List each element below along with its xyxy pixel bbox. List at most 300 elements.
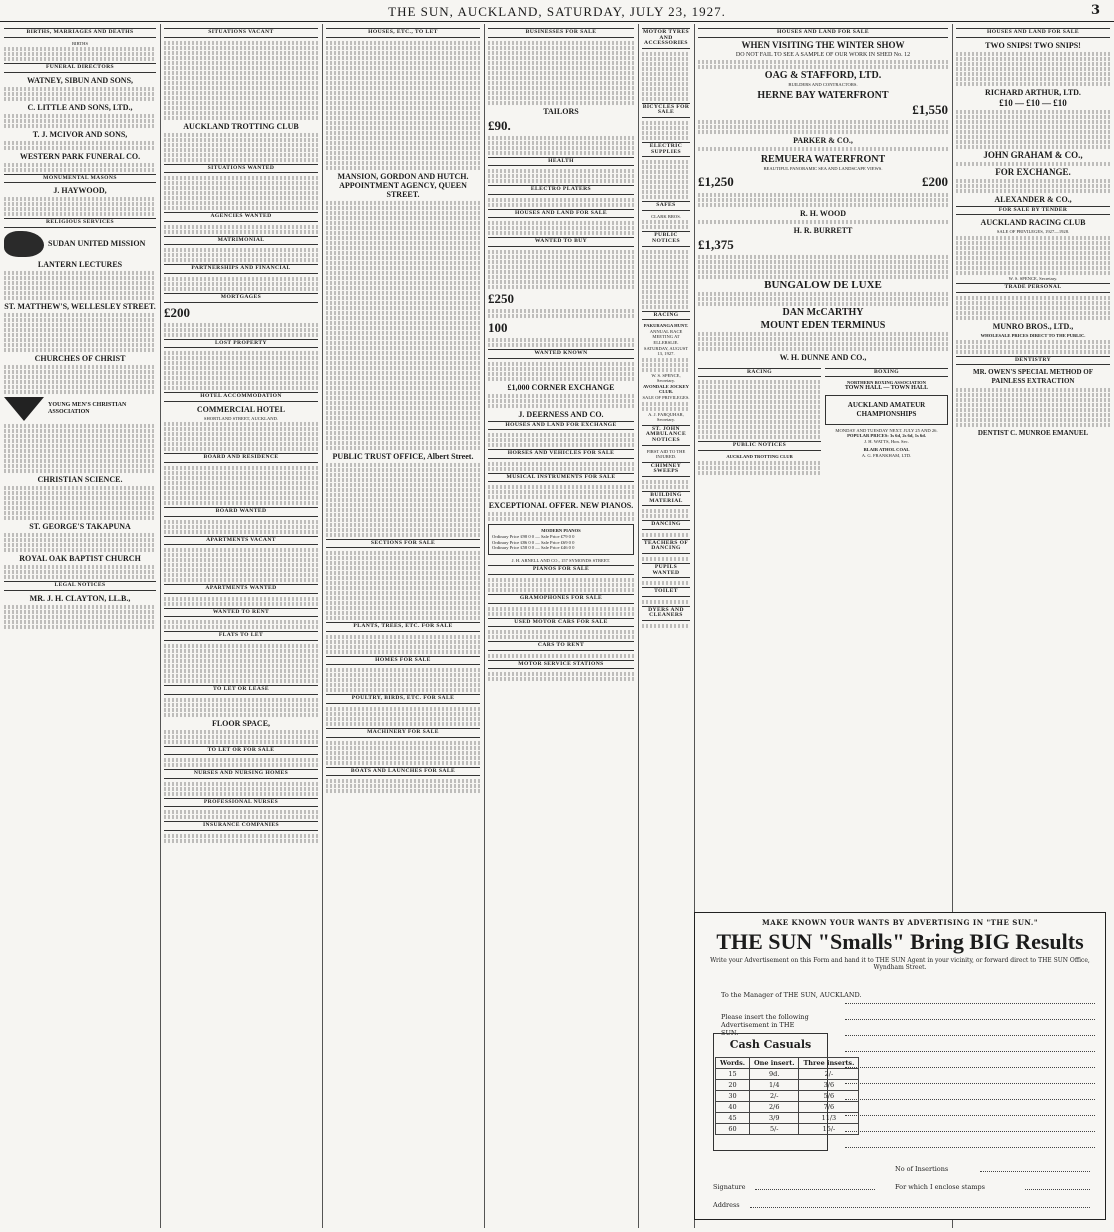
text-line xyxy=(488,404,634,408)
text-line xyxy=(642,514,690,518)
text-line xyxy=(698,255,948,259)
boxing-dates: MONDAY AND TUESDAY NEXT. JULY 25 AND 26. xyxy=(835,427,938,433)
section-heading: PARTNERSHIPS AND FINANCIAL xyxy=(164,264,318,274)
insertions-label: No of Insertions xyxy=(895,1165,949,1173)
section-heading: PROFESSIONAL NURSES xyxy=(164,798,318,808)
text-line xyxy=(164,669,318,673)
price-90: £90. xyxy=(488,117,511,133)
text-line xyxy=(326,508,480,512)
text-line xyxy=(326,426,480,430)
winter-show: WHEN VISITING THE WINTER SHOW xyxy=(741,39,905,50)
text-line xyxy=(164,525,318,529)
text-line xyxy=(164,206,318,210)
text-line xyxy=(164,674,318,678)
text-line xyxy=(642,255,690,259)
bungalow-de-luxe: BUNGALOW DE LUXE xyxy=(764,278,882,291)
section-heading: PLANTS, TREES, ETC. FOR SALE xyxy=(326,622,480,632)
column-2 xyxy=(164,26,318,1226)
section-heading: BOATS AND LAUNCHES FOR SALE xyxy=(326,767,480,777)
text-line xyxy=(326,221,480,225)
sale-of-privileges: SALE OF PRIVILEGES, 1927—1928. xyxy=(996,229,1070,235)
town-hall: TOWN HALL — TOWN HALL xyxy=(844,384,929,391)
text-line xyxy=(488,467,634,471)
boxing-title: AUCKLAND AMATEUR CHAMPIONSHIPS xyxy=(847,400,926,418)
section-heading: BOARD WANTED xyxy=(164,507,318,517)
text-line xyxy=(164,371,318,375)
text-line xyxy=(326,271,480,275)
text-line xyxy=(488,86,634,90)
text-line xyxy=(642,87,690,91)
section-heading: FOR SALE BY TENDER xyxy=(956,206,1110,216)
text-line xyxy=(956,306,1110,310)
text-line xyxy=(642,624,690,628)
text-line xyxy=(164,333,318,337)
text-line xyxy=(698,435,821,439)
mansion-agency: MANSION, GORDON AND HUTCH. APPOINTMENT AGENCY, QUEEN STREET. xyxy=(337,171,469,199)
section-heading: TRADE PERSONAL xyxy=(956,283,1110,293)
text-line xyxy=(642,295,690,299)
text-line xyxy=(956,57,1110,61)
text-line xyxy=(164,834,318,838)
text-line xyxy=(488,41,634,45)
section-heading: RACING xyxy=(698,368,821,378)
rate-cell: 60 xyxy=(716,1124,750,1135)
text-line xyxy=(164,486,318,490)
rate-cell: 2/- xyxy=(750,1091,799,1102)
text-line xyxy=(956,340,1110,344)
advert-line[interactable] xyxy=(845,1035,1095,1036)
text-line xyxy=(642,165,690,169)
coal-brand: BLAIR ATHOL COAL xyxy=(863,447,910,453)
text-line xyxy=(956,393,1110,397)
text-line xyxy=(164,253,318,257)
text-line xyxy=(956,311,1110,315)
text-line xyxy=(488,362,634,366)
text-line xyxy=(164,815,318,819)
text-line xyxy=(4,548,156,552)
text-line xyxy=(956,388,1110,392)
section-heading: RELIGIOUS SERVICES xyxy=(4,218,156,228)
text-line xyxy=(326,779,480,783)
text-line xyxy=(164,568,318,572)
burrett-price: £1,375 xyxy=(698,236,734,252)
text-line xyxy=(642,131,690,135)
text-line xyxy=(956,179,1110,183)
text-line xyxy=(326,446,480,450)
text-line xyxy=(488,146,634,150)
text-line xyxy=(164,181,318,185)
text-line xyxy=(164,351,318,355)
text-line xyxy=(488,46,634,50)
text-line xyxy=(642,67,690,71)
exchange-offer: £1,000 CORNER EXCHANGE xyxy=(507,382,615,392)
text-line xyxy=(4,365,156,369)
piano-table-title: MODERN PIANOS xyxy=(541,528,581,534)
text-line xyxy=(326,391,480,395)
text-line xyxy=(488,367,634,371)
text-line xyxy=(488,372,634,376)
herne-bay-price: £1,550 xyxy=(912,102,948,118)
text-line xyxy=(488,399,634,403)
text-line xyxy=(164,201,318,205)
ten-pounds: £10 — £10 — £10 xyxy=(999,97,1067,108)
section-heading: WANTED KNOWN xyxy=(488,349,634,359)
text-line xyxy=(326,566,480,570)
text-line xyxy=(326,722,480,726)
text-line xyxy=(956,408,1110,412)
text-line xyxy=(164,361,318,365)
advert-line[interactable] xyxy=(845,1019,1095,1020)
address-field[interactable] xyxy=(750,1207,1090,1208)
text-line xyxy=(164,730,318,734)
text-line xyxy=(698,270,948,274)
text-line xyxy=(642,185,690,189)
advert-line[interactable] xyxy=(845,1083,1095,1084)
rate-cell: 5/6 xyxy=(799,1091,859,1102)
text-line xyxy=(4,296,156,300)
text-line xyxy=(4,491,156,495)
text-line xyxy=(164,792,318,796)
text-line xyxy=(488,654,634,658)
text-line xyxy=(4,281,156,285)
text-line xyxy=(956,77,1110,81)
text-line xyxy=(326,261,480,265)
text-line xyxy=(326,381,480,385)
text-line xyxy=(642,260,690,264)
text-line xyxy=(956,423,1110,427)
section-heading: BUSINESSES FOR SALE xyxy=(488,28,634,38)
text-line xyxy=(326,616,480,620)
dentist-name: DENTIST C. MUNROE EMANUEL xyxy=(977,429,1089,438)
text-line xyxy=(164,501,318,505)
text-line xyxy=(326,41,480,45)
section-heading: SAFES xyxy=(642,201,690,211)
text-line xyxy=(326,406,480,410)
text-line xyxy=(956,271,1110,275)
text-line xyxy=(164,176,318,180)
text-line xyxy=(4,47,156,51)
text-line xyxy=(326,231,480,235)
text-line xyxy=(4,506,156,510)
section-heading: TO LET OR LEASE xyxy=(164,685,318,695)
advert-line[interactable] xyxy=(845,1115,1095,1116)
section-heading: PUBLIC NOTICES xyxy=(642,231,690,246)
text-line xyxy=(956,316,1110,320)
text-line xyxy=(4,385,156,389)
text-line xyxy=(4,575,156,579)
text-line xyxy=(326,106,480,110)
text-line xyxy=(4,516,156,520)
text-line xyxy=(642,363,690,367)
text-line xyxy=(326,81,480,85)
text-line xyxy=(642,62,690,66)
signature-field[interactable] xyxy=(755,1189,875,1190)
text-line xyxy=(164,153,318,157)
text-line xyxy=(488,61,634,65)
text-line xyxy=(326,136,480,140)
coupon-instructions: Write your Advertisement on this Form and hand it to THE SUN Agent in your vicinity, or forward direct to THE SUN Office, Wyndham Street. xyxy=(710,957,1090,971)
text-line xyxy=(4,496,156,500)
text-line xyxy=(488,433,634,437)
church-heading: CHRISTIAN SCIENCE. xyxy=(37,474,123,484)
insertions-field[interactable] xyxy=(980,1171,1090,1172)
text-line xyxy=(164,41,318,45)
avondale-subtitle: SALE OF PRIVILEGES. xyxy=(642,395,690,401)
text-line xyxy=(4,370,156,374)
text-line xyxy=(326,126,480,130)
text-line xyxy=(4,511,156,515)
text-line xyxy=(326,111,480,115)
section-heading: APARTMENTS WANTED xyxy=(164,584,318,594)
text-line xyxy=(326,581,480,585)
text-line xyxy=(326,331,480,335)
text-line xyxy=(326,401,480,405)
text-line xyxy=(956,135,1110,139)
section-heading: HOUSES AND LAND FOR SALE xyxy=(488,209,634,219)
text-line xyxy=(164,602,318,606)
section-heading: RACING xyxy=(642,311,690,321)
text-line xyxy=(4,538,156,542)
section-heading: BICYCLES FOR SALE xyxy=(642,103,690,118)
text-line xyxy=(698,400,821,404)
enclose-field[interactable] xyxy=(1025,1189,1090,1190)
text-line xyxy=(326,46,480,50)
advert-line[interactable] xyxy=(845,1003,1095,1004)
text-line xyxy=(326,441,480,445)
funeral-firm: T. J. MCIVOR AND SONS, xyxy=(32,129,128,139)
text-line xyxy=(164,664,318,668)
dunne-co: W. H. DUNNE AND CO., xyxy=(779,352,867,362)
text-line xyxy=(326,296,480,300)
text-line xyxy=(698,471,821,475)
section-heading: HOUSES AND LAND FOR SALE xyxy=(956,28,1110,38)
pakuranga-hunt: PAKURANGA HUNT. xyxy=(643,323,689,329)
safe-maker: CLARK BROS. xyxy=(651,213,681,219)
text-line xyxy=(164,133,318,137)
section-heading: NURSES AND NURSING HOMES xyxy=(164,769,318,779)
section-heading: TEACHERS OF DANCING xyxy=(642,539,690,554)
text-line xyxy=(164,230,318,234)
text-line xyxy=(488,179,634,183)
rate-cell: 3/6 xyxy=(799,1080,859,1091)
text-line xyxy=(326,498,480,502)
text-line xyxy=(326,361,480,365)
text-line xyxy=(488,635,634,639)
text-line xyxy=(4,348,156,352)
text-line xyxy=(326,156,480,160)
boxing-championship-box xyxy=(825,395,948,425)
text-line xyxy=(4,119,156,123)
section-heading: SITUATIONS WANTED xyxy=(164,164,318,174)
piano-dealer: J. H. ARNELL AND CO., 157 SYMONDS STREET. xyxy=(511,557,611,563)
text-line xyxy=(488,677,634,681)
text-line xyxy=(326,86,480,90)
text-line xyxy=(326,131,480,135)
text-line xyxy=(956,236,1110,240)
rate-cell: 45 xyxy=(716,1113,750,1124)
race-secretary: W. S. SPENCE, Secretary. xyxy=(651,372,681,384)
section-heading: PUBLIC NOTICES xyxy=(698,441,821,451)
text-line xyxy=(164,51,318,55)
piano-row: Ordinary Price £98 0 0 — Sale Price £79 0 0 xyxy=(492,533,575,539)
text-line xyxy=(642,180,690,184)
text-line xyxy=(956,403,1110,407)
legal-name: MR. J. H. CLAYTON, LL.B., xyxy=(29,593,131,603)
text-line xyxy=(164,787,318,791)
text-line xyxy=(326,71,480,75)
text-line xyxy=(164,248,318,252)
text-line xyxy=(326,678,480,682)
advert-line[interactable] xyxy=(845,1147,1095,1148)
remuera-price: £1,250 xyxy=(698,173,734,189)
text-line xyxy=(642,290,690,294)
section-heading: HOMES FOR SALE xyxy=(326,656,480,666)
text-line xyxy=(956,345,1110,349)
text-line xyxy=(698,60,948,64)
text-line xyxy=(698,425,821,429)
enclose-label: For which I enclose stamps xyxy=(895,1183,985,1191)
text-line xyxy=(488,250,634,254)
alexander-co: ALEXANDER & CO., xyxy=(994,194,1072,204)
text-line xyxy=(326,493,480,497)
text-line xyxy=(326,346,480,350)
text-line xyxy=(164,471,318,475)
births-label: BIRTHS xyxy=(71,40,89,46)
text-line xyxy=(698,342,948,346)
advert-line[interactable] xyxy=(845,1099,1095,1100)
text-line xyxy=(488,136,634,140)
text-line xyxy=(164,81,318,85)
section-heading: MOTOR SERVICE STATIONS xyxy=(488,660,634,670)
text-line xyxy=(698,380,821,384)
text-line xyxy=(326,141,480,145)
text-line xyxy=(164,143,318,147)
rate-cell: 7/6 xyxy=(799,1102,859,1113)
text-line xyxy=(164,91,318,95)
text-line xyxy=(488,71,634,75)
rate-cell: 9d. xyxy=(750,1069,799,1080)
section-heading: PIANOS FOR SALE xyxy=(488,565,634,575)
text-line xyxy=(488,578,634,582)
text-line xyxy=(164,186,318,190)
wholesale-prices: WHOLESALE PRICES DIRECT TO THE PUBLIC. xyxy=(980,332,1086,338)
text-line xyxy=(488,96,634,100)
text-line xyxy=(4,486,156,490)
text-line xyxy=(4,141,156,145)
section-heading: AGENCIES WANTED xyxy=(164,212,318,222)
text-line xyxy=(488,438,634,442)
boxing-association: NORTHERN BOXING ASSOCIATION xyxy=(847,380,926,386)
text-line xyxy=(326,650,480,654)
text-line xyxy=(326,91,480,95)
text-line xyxy=(164,381,318,385)
text-line xyxy=(164,277,318,281)
coupon-tagline: MAKE KNOWN YOUR WANTS BY ADVERTISING IN "THE SUN." xyxy=(762,918,1038,927)
text-line xyxy=(326,241,480,245)
rates-header: Three inserts. xyxy=(799,1058,859,1069)
text-line xyxy=(642,82,690,86)
section-heading: ELECTRIC SUPPLIES xyxy=(642,142,690,157)
winter-show-sub: DO NOT FAIL TO SEE A SAMPLE OF OUR WORK IN SHED No. 12 xyxy=(735,51,911,58)
text-line xyxy=(326,366,480,370)
rate-cell: 15/- xyxy=(799,1124,859,1135)
text-line xyxy=(164,76,318,80)
advert-line[interactable] xyxy=(845,1131,1095,1132)
advert-line[interactable] xyxy=(845,1067,1095,1068)
text-line xyxy=(956,241,1110,245)
text-line xyxy=(326,101,480,105)
text-line xyxy=(326,281,480,285)
remuera-views: BEAUTIFUL PANORAMIC SEA AND LANDSCAPE VIEWS. xyxy=(763,166,883,172)
text-line xyxy=(4,605,156,609)
funeral-firm: WESTERN PARK FUNERAL CO. xyxy=(19,151,141,161)
please-insert: Please insert the following Advertisement in THE SUN. xyxy=(721,1013,809,1037)
text-line xyxy=(4,333,156,337)
text-line xyxy=(164,740,318,744)
text-line xyxy=(956,266,1110,270)
text-line xyxy=(164,432,318,436)
section-heading: GRAMOPHONES FOR SALE xyxy=(488,594,634,604)
text-line xyxy=(326,316,480,320)
section-heading: SECTIONS FOR SALE xyxy=(326,539,480,549)
text-line xyxy=(326,571,480,575)
rates-table xyxy=(715,1057,859,1135)
column-4 xyxy=(488,26,634,1226)
text-line xyxy=(698,395,821,399)
text-line xyxy=(326,256,480,260)
text-line xyxy=(164,356,318,360)
text-line xyxy=(488,314,634,318)
text-line xyxy=(642,581,690,585)
text-line xyxy=(4,114,156,118)
text-line xyxy=(164,287,318,291)
rh-wood: R. H. WOOD xyxy=(799,208,847,218)
text-line xyxy=(698,275,948,279)
text-line xyxy=(956,62,1110,66)
ymca-triangle-icon xyxy=(4,397,44,421)
text-line xyxy=(164,698,318,702)
text-line xyxy=(326,561,480,565)
text-line xyxy=(698,203,948,207)
text-line xyxy=(488,630,634,634)
text-line xyxy=(698,347,948,351)
rate-cell: 30 xyxy=(716,1091,750,1102)
text-line xyxy=(698,385,821,389)
remuera-waterfront: REMUERA WATERFRONT xyxy=(760,154,886,166)
text-line xyxy=(326,326,480,330)
column-7 xyxy=(956,26,1110,910)
tailors-heading: TAILORS xyxy=(543,106,579,116)
text-line xyxy=(642,220,690,224)
advert-line[interactable] xyxy=(845,1051,1095,1052)
text-line xyxy=(326,488,480,492)
text-line xyxy=(956,145,1110,149)
text-line xyxy=(164,116,318,120)
text-line xyxy=(326,576,480,580)
text-line xyxy=(326,411,480,415)
text-line xyxy=(326,640,480,644)
text-line xyxy=(956,296,1110,300)
text-line xyxy=(4,570,156,574)
text-line xyxy=(488,81,634,85)
cash-casuals-title: Cash Casuals xyxy=(729,1038,812,1051)
text-line xyxy=(164,782,318,786)
text-line xyxy=(326,211,480,215)
text-line xyxy=(4,424,156,428)
text-line xyxy=(488,255,634,259)
text-line xyxy=(488,377,634,381)
text-line xyxy=(326,421,480,425)
